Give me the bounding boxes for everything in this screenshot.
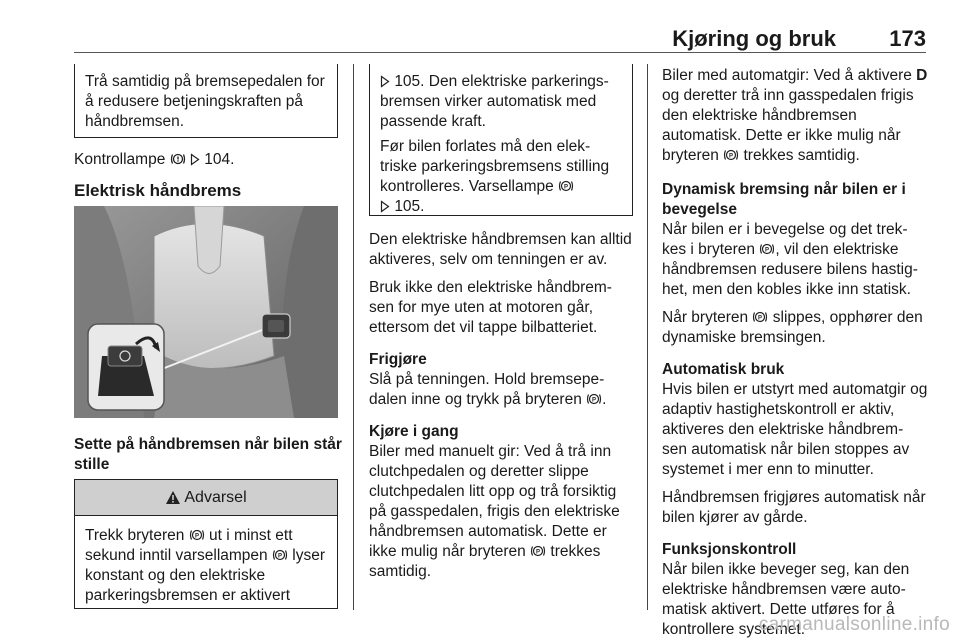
paragraph-dynamisk-1: Når bilen er i bevegelse og det trek- kes i bryteren P , vil den elektriske håndbremsen redusere bilens hastig- het, men den kobles ikke inn statisk.: [662, 221, 918, 298]
kontrollampe-line: Kontrollampe 104.: [74, 151, 235, 168]
paragraph-dynamisk-2: Når bryteren P slippes, opphører den dynamiske bremsingen.: [662, 309, 923, 346]
svg-text:P: P: [564, 184, 569, 191]
brake-warning-icon: [170, 152, 186, 166]
continued-box: [369, 64, 633, 216]
warning-title: Advarsel: [184, 488, 247, 506]
svg-text:P: P: [536, 549, 541, 556]
parking-brake-icon: [189, 528, 205, 542]
parking-brake-icon: [752, 310, 768, 324]
paragraph-always-active: Den elektriske håndbremsen kan alltid aktiveres, selv om tenningen er av.: [369, 231, 632, 268]
paragraph-battery: Bruk ikke den elektriske håndbrem- sen for mye uten at motoren går, ettersom det vil tappe bilbatteriet.: [369, 279, 612, 336]
heading-kjore-i-gang: Kjøre i gang: [369, 423, 459, 440]
heading-frigjore: Frigjøre: [369, 351, 427, 368]
paragraph-automatgir: Biler med automatgir: Ved å aktivere D og deretter trå inn gasspedalen frigis den elektriske håndbremsen automatisk. Dette er ikke mulig når bryteren P trekkes samtidig.: [662, 67, 928, 164]
column-divider-1: [353, 64, 354, 610]
figure-heading-wrap: [74, 435, 344, 475]
warning-triangle-icon: [165, 490, 181, 505]
heading-funksjonskontroll: Funksjonskontroll: [662, 541, 797, 558]
warning-header: [75, 480, 337, 516]
page-number: 173: [889, 26, 926, 51]
page-ref-icon: [380, 75, 390, 88]
paragraph-funksjonskontroll: Når bilen ikke beveger seg, kan den elektriske håndbremsen være auto- matisk aktivert. Dette utføres for å kontrollere systemet.: [662, 561, 910, 638]
parking-brake-icon: [586, 392, 602, 406]
column-1: [74, 64, 338, 210]
figure-heading: Sette på håndbremsen når bilen står stille: [74, 436, 342, 473]
watermark: carmanualsonline.info: [758, 614, 950, 635]
paragraph-frigjore: Slå på tenningen. Hold bremsepe- dalen inne og trykk på bryteren P .: [369, 371, 607, 408]
parking-brake-icon: [558, 179, 574, 193]
note-box: [74, 64, 338, 138]
heading-automatisk-bruk: Automatisk bruk: [662, 361, 785, 378]
svg-text:P: P: [277, 553, 282, 560]
paragraph-automatisk-1: Hvis bilen er utstyrt med automatgir og adaptiv hastighetskontroll er aktiv, aktiveres den elektriske håndbrem- sen automatisk når bilen stoppes av systemet i mer enn to minutter.: [662, 381, 928, 478]
console-drawing: [74, 206, 338, 418]
column-divider-2: [647, 64, 648, 610]
svg-text:P: P: [765, 247, 770, 254]
header-rule: [74, 52, 926, 53]
svg-text:P: P: [758, 315, 763, 322]
box-paragraph-2: Før bilen forlates må den elek- triske parkeringsbremsens stilling kontrolleres. Varsellampe P 105.: [380, 138, 610, 215]
page-ref-icon: [190, 153, 200, 166]
warning-box: [74, 479, 338, 609]
svg-text:P: P: [729, 153, 734, 160]
paragraph-kjore-i-gang: Biler med manuelt gir: Ved å trå inn clutchpedalen og deretter slippe clutchpedalen litt opp og trå forsiktig på gasspedalen, frigis den elektriske håndbremsen automatisk. Dette er ikke mulig når bryteren P trekkes samtidig.: [369, 443, 620, 580]
parking-brake-icon: [759, 242, 775, 256]
note-text: Trå samtidig på bremsepedalen for å redusere betjeningskraften på håndbremsen.: [85, 73, 325, 130]
paragraph-automatisk-2: Håndbremsen frigjøres automatisk når bilen kjører av gårde.: [662, 489, 926, 526]
section-title: Elektrisk håndbrems: [74, 181, 242, 200]
page-title: Kjøring og bruk: [672, 26, 836, 51]
column-3: [662, 66, 928, 642]
heading-dynamisk-bremsing: Dynamisk bremsing når bilen er i bevegelse: [662, 181, 906, 218]
parking-brake-icon: [272, 548, 288, 562]
box-paragraph-1: 105. Den elektriske parkerings- bremsen virker automatisk med passende kraft.: [380, 73, 609, 130]
warning-body: Trekk bryteren P ut i minst ett sekund inntil varsellampen P lyser konstant og den elektriske parkeringsbremsen er aktivert: [85, 527, 326, 604]
column-2: [369, 64, 633, 590]
parking-brake-illustration: [74, 206, 338, 418]
parking-brake-icon: [723, 148, 739, 162]
page-header: [74, 26, 926, 50]
svg-text:P: P: [194, 533, 199, 540]
parking-brake-icon: [530, 544, 546, 558]
page-ref-icon: [380, 200, 390, 213]
svg-text:P: P: [592, 397, 597, 404]
